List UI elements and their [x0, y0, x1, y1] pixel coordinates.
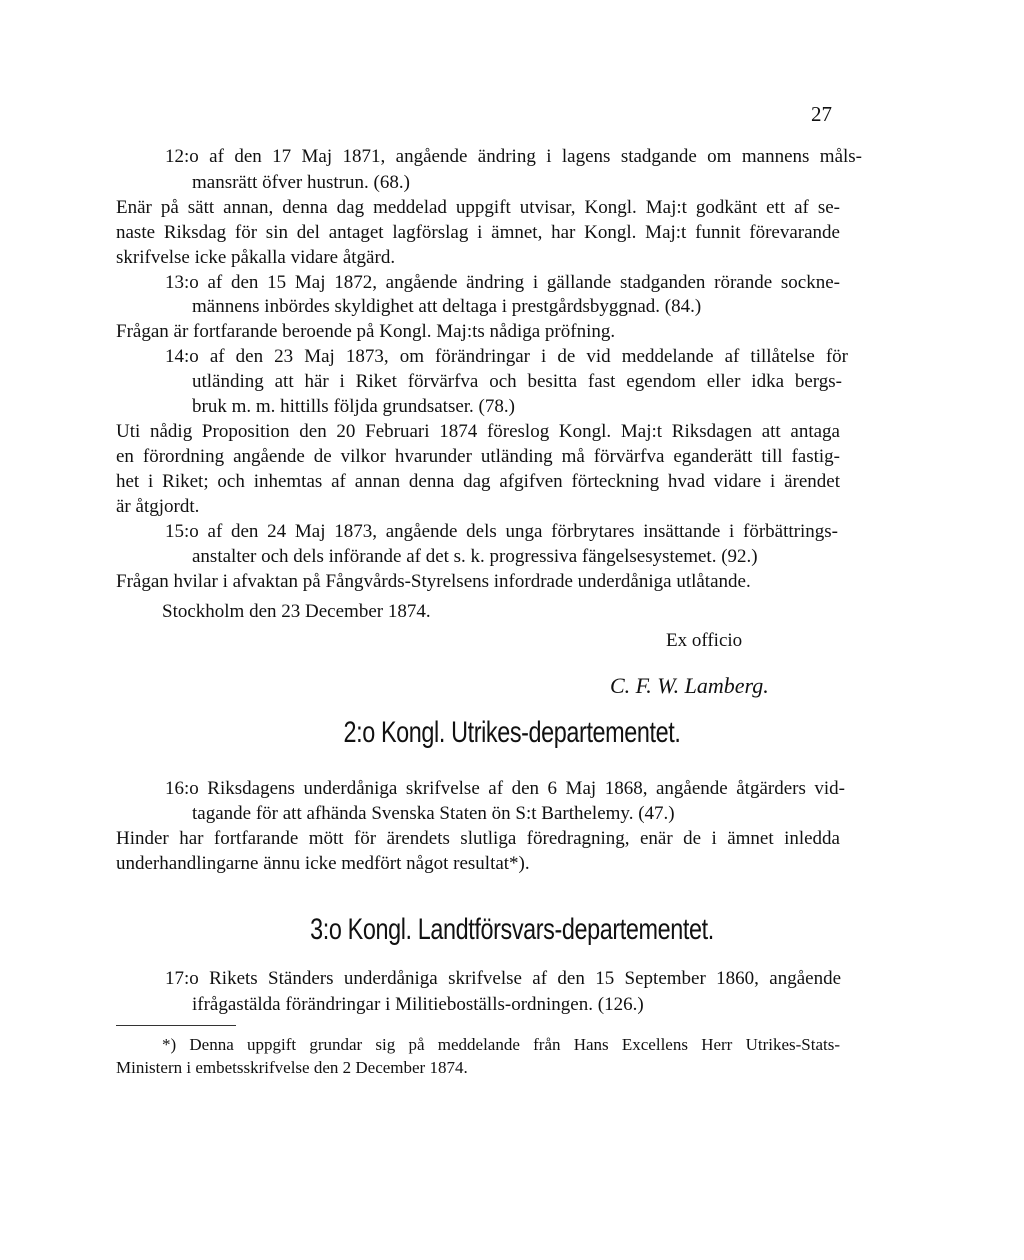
paragraph-line: Uti nådig Proposition den 20 Februari 1874 föreslog Kongl. Maj:t Riksdagen att antaga: [116, 421, 840, 442]
footnote-line-1: *) Denna uppgift grundar sig på meddelande från Hans Excellens Herr Utrikes-Stats-: [162, 1035, 840, 1054]
item-14-line-3: bruk m. m. hittills följda grundsatser. (78.): [192, 396, 515, 417]
paragraph-line: skrifvelse icke påkalla vidare åtgärd.: [116, 247, 396, 268]
paragraph-line: är åtgjordt.: [116, 496, 200, 517]
footnote-line-2: Ministern i embetsskrifvelse den 2 December 1874.: [116, 1058, 468, 1077]
signature: C. F. W. Lamberg.: [610, 673, 769, 698]
paragraph-line: Enär på sätt annan, denna dag meddelad uppgift utvisar, Kongl. Maj:t godkänt ett af se-: [116, 197, 840, 218]
item-17-line-1: 17:o Rikets Ständers underdåniga skrifvelse af den 15 September 1860, angående: [165, 968, 841, 989]
section-heading-3: 3:o Kongl. Landtförsvars-departementet.: [310, 913, 714, 946]
paragraph-line: het i Riket; och inhemtas af annan denna dag afgifven förteckning hvad vidare i ärendet: [116, 471, 840, 492]
item-14-line-2: utländing att här i Riket förvärfva och besitta fast egendom eller idka bergs-: [192, 371, 842, 392]
item-12-line-1: 12:o af den 17 Maj 1871, angående ändring i lagens stadgande om mannens måls-: [165, 146, 862, 167]
paragraph-line: underhandlingarne ännu icke medfört något resultat*).: [116, 853, 530, 874]
paragraph-line: Frågan är fortfarande beroende på Kongl. Maj:ts nådiga pröfning.: [116, 321, 616, 342]
item-17-line-2: ifrågastälda förändringar i Militieboställs-ordningen. (126.): [192, 994, 644, 1015]
page-number: 27: [811, 102, 832, 126]
paragraph-line: Hinder har fortfarande mött för ärendets slutliga föredragning, enär de i ämnet inledda: [116, 828, 840, 849]
paragraph-line: en förordning angående de vilkor hvarunder utländing må förvärfva eganderätt till fastig-: [116, 446, 840, 467]
section-heading-2: 2:o Kongl. Utrikes-departementet.: [343, 716, 681, 749]
date-line: Stockholm den 23 December 1874.: [162, 601, 431, 622]
item-12-line-2: mansrätt öfver hustrun. (68.): [192, 172, 410, 193]
item-15-line-2: anstalter och dels införande af det s. k. progressiva fängelsesystemet. (92.): [192, 546, 758, 567]
ex-officio: Ex officio: [666, 630, 743, 651]
item-15-line-1: 15:o af den 24 Maj 1873, angående dels unga förbrytares insättande i förbättrings-: [165, 521, 838, 542]
item-13-line-1: 13:o af den 15 Maj 1872, angående ändring i gällande stadganden rörande sockne-: [165, 272, 840, 293]
item-14-line-1: 14:o af den 23 Maj 1873, om förändringar i de vid meddelande af tillåtelse för: [165, 346, 848, 367]
item-16-line-1: 16:o Riksdagens underdåniga skrifvelse af den 6 Maj 1868, angående åtgärders vid-: [165, 778, 845, 799]
paragraph-line: naste Riksdag för sin del antaget lagförslag i ämnet, har Kongl. Maj:t funnit förevarande: [116, 222, 840, 243]
item-16-line-2: tagande för att afhända Svenska Staten ön S:t Barthelemy. (47.): [192, 803, 675, 824]
footnote-rule: [116, 1025, 236, 1026]
paragraph-line: Frågan hvilar i afvaktan på Fångvårds-Styrelsens infordrade underdåniga utlåtande.: [116, 571, 751, 592]
item-13-line-2: männens inbördes skyldighet att deltaga i prestgårdsbyggnad. (84.): [192, 296, 702, 317]
